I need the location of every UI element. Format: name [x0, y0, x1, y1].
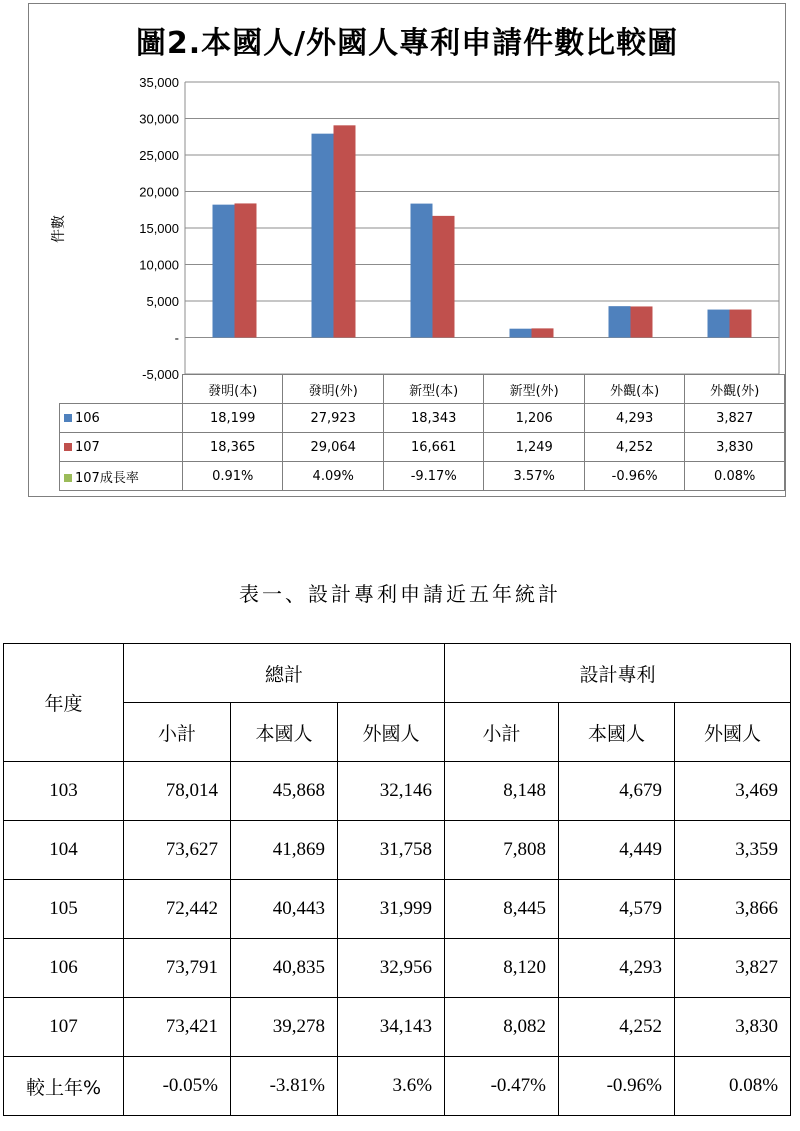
bar-106	[213, 205, 235, 338]
sub-header: 外國人	[675, 703, 791, 762]
category-label: 新型(外)	[484, 375, 584, 404]
data-label: 27,923	[283, 404, 383, 433]
table-cell: 3,469	[675, 762, 791, 821]
table-cell: 31,999	[338, 880, 445, 939]
legend-swatch	[64, 474, 72, 482]
table-cell: 4,252	[559, 998, 675, 1057]
table-row	[4, 998, 791, 1057]
table-cell: 3,359	[675, 821, 791, 880]
table-cell: 4,449	[559, 821, 675, 880]
table-cell: 73,627	[124, 821, 231, 880]
bar-107	[631, 306, 653, 337]
table-cell: 3,830	[675, 998, 791, 1057]
table-cell: 73,421	[124, 998, 231, 1057]
table-cell: 4,679	[559, 762, 675, 821]
table-cell: 32,956	[338, 939, 445, 998]
y-axis-label: 件數	[51, 215, 67, 243]
table-cell: 40,443	[231, 880, 338, 939]
table-cell: 32,146	[338, 762, 445, 821]
legend-label: 107成長率	[75, 470, 139, 486]
table-row	[4, 821, 791, 880]
table-row	[4, 939, 791, 998]
table-cell: 3,866	[675, 880, 791, 939]
legend-key-107	[60, 433, 183, 462]
chart-figure	[28, 3, 786, 497]
data-label: 18,343	[383, 404, 483, 433]
legend-label: 107	[75, 439, 100, 455]
table-cell: 72,442	[124, 880, 231, 939]
year-cell: 104	[4, 821, 124, 880]
table-cell: 39,278	[231, 998, 338, 1057]
table-cell: 8,445	[445, 880, 559, 939]
table-row-change	[4, 1057, 791, 1116]
year-header: 年度	[4, 644, 124, 762]
table-row	[4, 762, 791, 821]
data-label: 18,365	[182, 433, 282, 462]
total-group-header: 總計	[124, 644, 445, 703]
group-header-row	[4, 644, 791, 703]
data-label: 1,249	[484, 433, 584, 462]
table-cell: 45,868	[231, 762, 338, 821]
y-tick-label: 15,000	[139, 221, 179, 236]
data-label: -0.96%	[584, 462, 684, 491]
bar-106	[609, 306, 631, 337]
y-tick-label: -	[174, 330, 179, 346]
sub-header: 小計	[445, 703, 559, 762]
data-label: 18,199	[182, 404, 282, 433]
series-row-growth	[60, 462, 785, 491]
category-label: 發明(本)	[182, 375, 282, 404]
corner-cell	[60, 375, 183, 404]
legend-swatch	[64, 414, 72, 422]
legend-swatch	[64, 443, 72, 451]
data-label: 16,661	[383, 433, 483, 462]
sub-header: 小計	[124, 703, 231, 762]
table-cell: 3,827	[675, 939, 791, 998]
data-label: 3,827	[685, 404, 785, 433]
sub-header: 本國人	[231, 703, 338, 762]
table-cell: 8,082	[445, 998, 559, 1057]
table-cell: 73,791	[124, 939, 231, 998]
year-cell: 107	[4, 998, 124, 1057]
category-label: 外觀(本)	[584, 375, 684, 404]
y-tick-label: 5,000	[146, 294, 179, 309]
table-cell: 31,758	[338, 821, 445, 880]
design-patent-table	[3, 643, 791, 1116]
data-label: 4,252	[584, 433, 684, 462]
year-cell: 103	[4, 762, 124, 821]
table-cell: 40,835	[231, 939, 338, 998]
series-row-107	[60, 433, 785, 462]
table-cell: -0.47%	[445, 1057, 559, 1116]
data-label: 4.09%	[283, 462, 383, 491]
bar-107	[334, 125, 356, 337]
design-group-header: 設計專利	[445, 644, 791, 703]
chart-title: 圖2.本國人/外國人專利申請件數比較圖	[135, 26, 679, 61]
table-cell: 3.6%	[338, 1057, 445, 1116]
sub-header: 外國人	[338, 703, 445, 762]
legend-key-growth	[60, 462, 183, 491]
table-cell: 4,293	[559, 939, 675, 998]
data-label: 1,206	[484, 404, 584, 433]
bar-106	[708, 310, 730, 338]
table-cell: 7,808	[445, 821, 559, 880]
data-label: -9.17%	[383, 462, 483, 491]
bar-106	[411, 204, 433, 338]
year-cell: 較上年%	[4, 1057, 124, 1116]
y-tick-label: 25,000	[139, 148, 179, 163]
y-tick-label: 10,000	[139, 257, 179, 273]
table-cell: -0.05%	[124, 1057, 231, 1116]
legend-key-106	[60, 404, 183, 433]
bar-107	[730, 310, 752, 338]
table-cell: 34,143	[338, 998, 445, 1057]
table-cell: -3.81%	[231, 1057, 338, 1116]
bar-106	[510, 329, 532, 338]
table-cell: -0.96%	[559, 1057, 675, 1116]
category-label: 外觀(外)	[685, 375, 785, 404]
series-row-106	[60, 404, 785, 433]
table-cell: 78,014	[124, 762, 231, 821]
y-tick-label: 30,000	[139, 111, 179, 127]
bar-107	[235, 203, 257, 337]
data-label: 29,064	[283, 433, 383, 462]
bar-107	[532, 328, 554, 337]
category-row	[60, 375, 785, 404]
y-tick-label: 35,000	[139, 75, 179, 90]
year-cell: 105	[4, 880, 124, 939]
data-label: 0.91%	[182, 462, 282, 491]
legend-label: 106	[75, 410, 100, 426]
table-cell: 0.08%	[675, 1057, 791, 1116]
y-tick-label: -5,000	[142, 367, 179, 382]
data-label: 3.57%	[484, 462, 584, 491]
table-caption: 表一、設計專利申請近五年統計	[239, 582, 561, 606]
data-label: 4,293	[584, 404, 684, 433]
table-cell: 8,120	[445, 939, 559, 998]
y-tick-label: 20,000	[139, 184, 179, 200]
table-row	[4, 880, 791, 939]
category-label: 新型(本)	[383, 375, 483, 404]
table-cell: 4,579	[559, 880, 675, 939]
bar-107	[433, 216, 455, 338]
sub-header: 本國人	[559, 703, 675, 762]
data-label: 3,830	[685, 433, 785, 462]
chart-data-table	[59, 374, 785, 491]
year-cell: 106	[4, 939, 124, 998]
table-cell: 8,148	[445, 762, 559, 821]
data-label: 0.08%	[685, 462, 785, 491]
table-cell: 41,869	[231, 821, 338, 880]
bar-106	[312, 134, 334, 338]
category-label: 發明(外)	[283, 375, 383, 404]
